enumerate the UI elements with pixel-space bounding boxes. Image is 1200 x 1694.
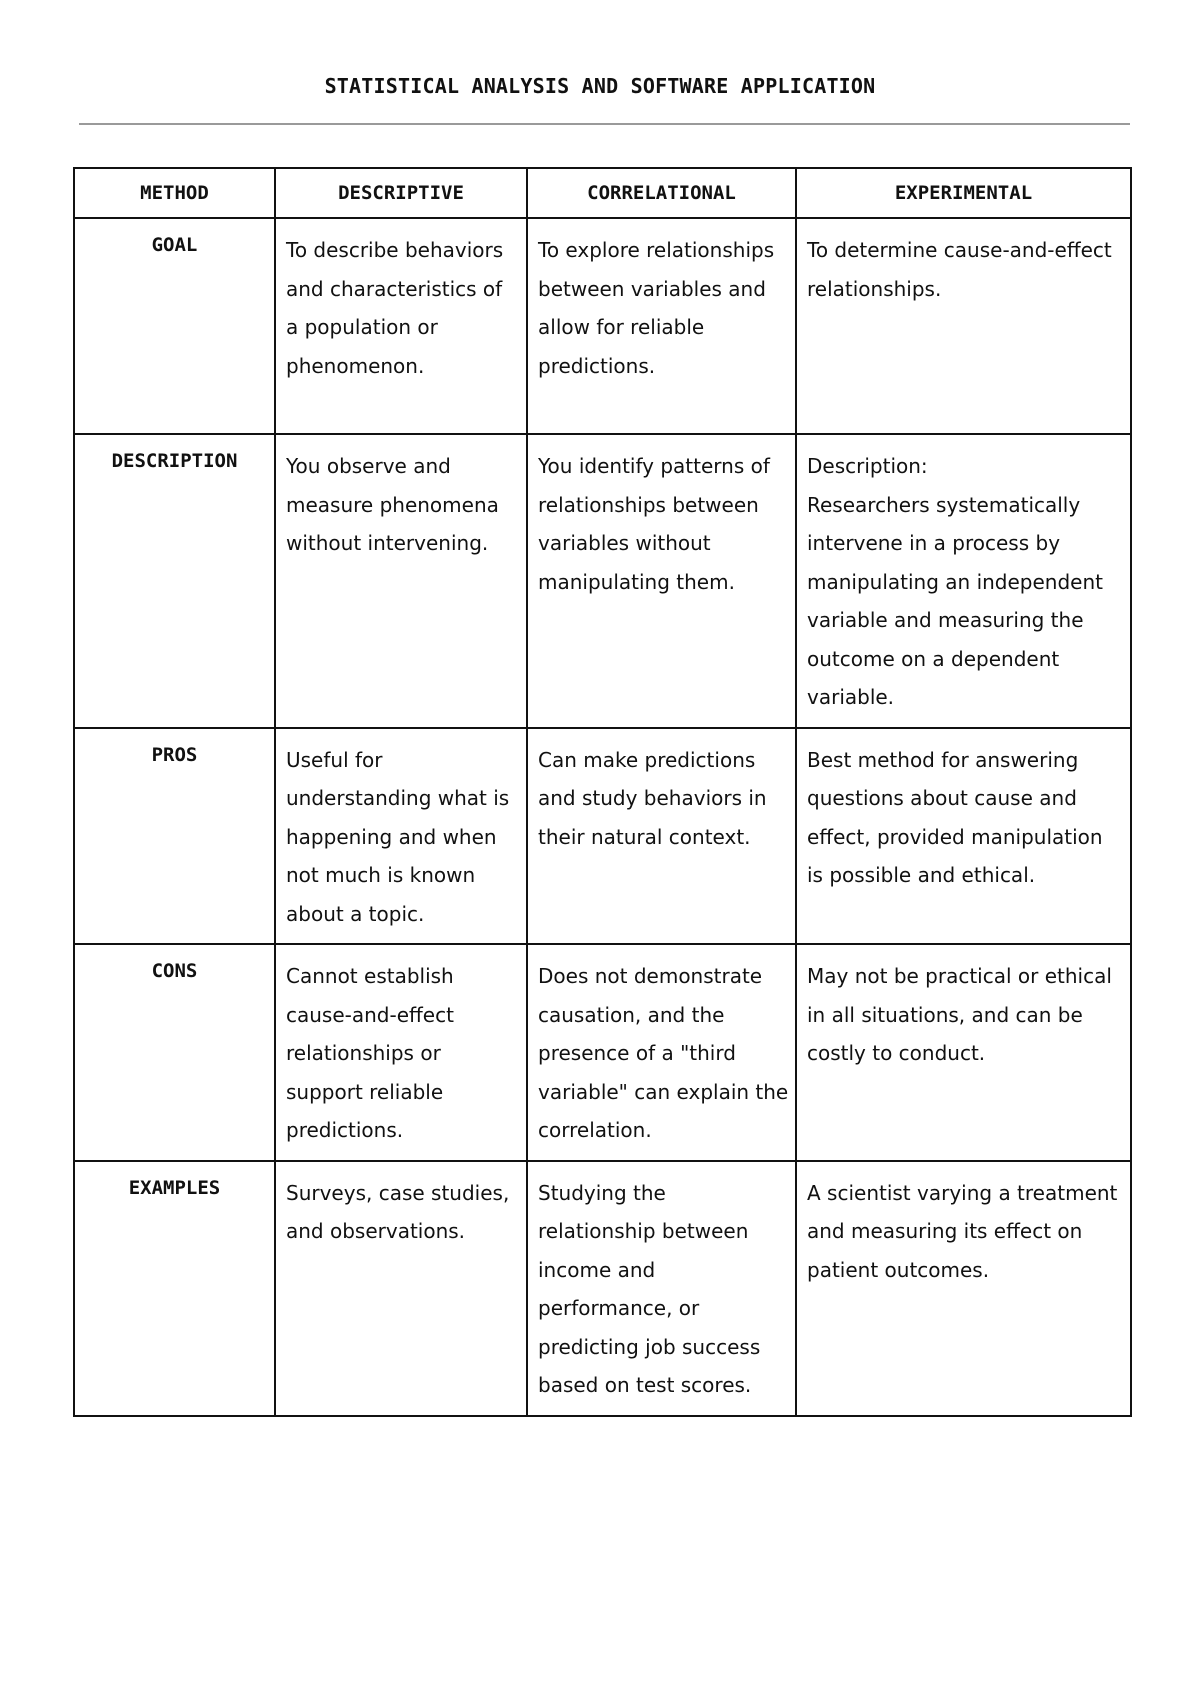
table-row-pros	[74, 728, 1131, 945]
cell-cons-correlational: Does not demonstrate causation, and the presence of a "third variable" can explain the correlation.	[527, 944, 796, 1161]
cell-examples-correlational: Studying the relationship between income and performance, or predicting job success based on test scores.	[527, 1161, 796, 1416]
cell-description-experimental-heading: Description:	[807, 454, 928, 478]
cell-goal-descriptive: To describe behaviors and characteristics of a population or phenomenon.	[275, 218, 527, 434]
cell-pros-descriptive: Useful for understanding what is happening and when not much is known about a topic.	[275, 728, 527, 945]
cell-description-descriptive: You observe and measure phenomena without intervening.	[275, 434, 527, 728]
header-method: METHOD	[74, 168, 275, 218]
table-row-goal	[74, 218, 1131, 434]
row-label-goal: GOAL	[74, 218, 275, 434]
cell-cons-experimental: May not be practical or ethical in all situations, and can be costly to conduct.	[796, 944, 1131, 1161]
title-divider	[79, 123, 1130, 125]
cell-description-experimental-text: Researchers systematically intervene in a process by manipulating an independent variable and measuring the outcome on a dependent variable.	[807, 492, 1103, 709]
cell-goal-experimental: To determine cause-and-effect relationships.	[796, 218, 1131, 434]
research-methods-table	[73, 167, 1132, 1417]
cell-pros-correlational: Can make predictions and study behaviors in their natural context.	[527, 728, 796, 945]
cell-examples-descriptive: Surveys, case studies, and observations.	[275, 1161, 527, 1416]
cell-examples-experimental: A scientist varying a treatment and measuring its effect on patient outcomes.	[796, 1161, 1131, 1416]
row-label-pros: PROS	[74, 728, 275, 945]
row-label-cons: CONS	[74, 944, 275, 1161]
header-correlational: CORRELATIONAL	[527, 168, 796, 218]
cell-description-correlational: You identify patterns of relationships between variables without manipulating them.	[527, 434, 796, 728]
table-row-cons	[74, 944, 1131, 1161]
cell-goal-correlational: To explore relationships between variables and allow for reliable predictions.	[527, 218, 796, 434]
table-header-row	[74, 168, 1131, 218]
table-row-description	[74, 434, 1131, 728]
page-title: STATISTICAL ANALYSIS AND SOFTWARE APPLICATION	[324, 74, 876, 98]
row-label-examples: EXAMPLES	[74, 1161, 275, 1416]
header-experimental: EXPERIMENTAL	[796, 168, 1131, 218]
cell-description-experimental	[796, 434, 1131, 728]
row-label-description: DESCRIPTION	[74, 434, 275, 728]
cell-pros-experimental: Best method for answering questions about cause and effect, provided manipulation is possible and ethical.	[796, 728, 1131, 945]
header-descriptive: DESCRIPTIVE	[275, 168, 527, 218]
cell-cons-descriptive: Cannot establish cause-and-effect relationships or support reliable predictions.	[275, 944, 527, 1161]
table-row-examples	[74, 1161, 1131, 1416]
